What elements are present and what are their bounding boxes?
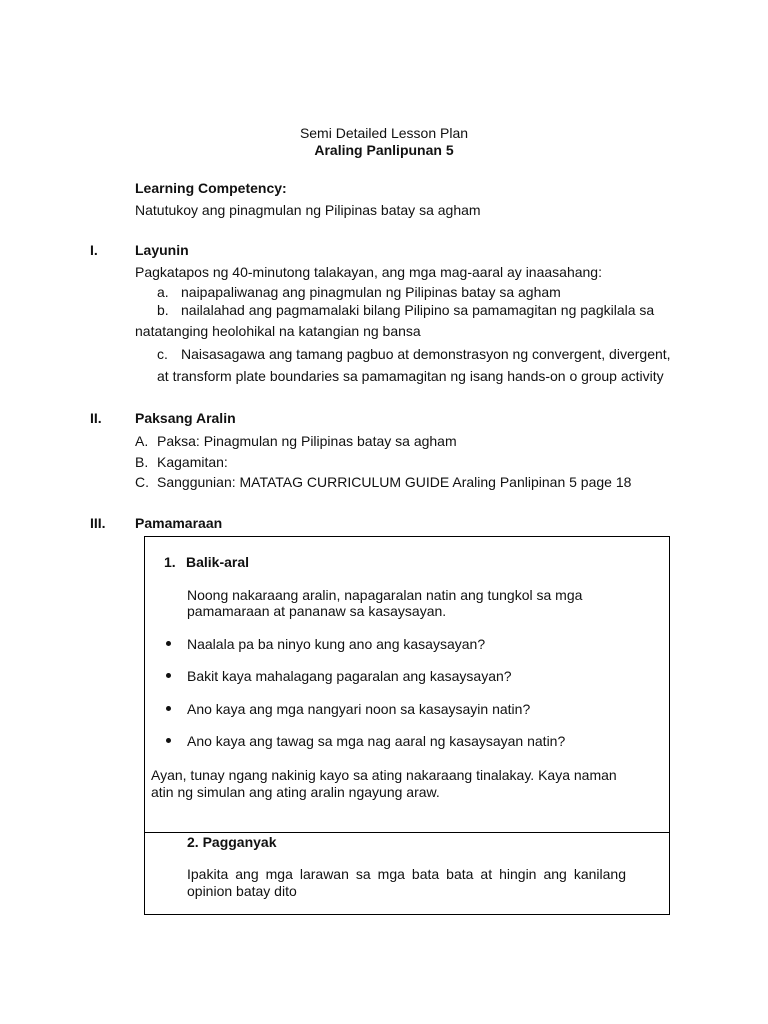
review-closing-line2: atin ng simulan ang ating aralin ngayung araw. bbox=[151, 784, 440, 800]
subject-matter-c-text: Sanggunian: MATATAG CURRICULUM GUIDE Araling Panlipinan 5 page 18 bbox=[157, 474, 632, 490]
section-3-numeral: III. bbox=[90, 515, 106, 531]
review-number: 1. bbox=[164, 554, 176, 570]
subject-title: Araling Panlipunan 5 bbox=[314, 142, 454, 158]
objective-c-text-line2: at transform plate boundaries sa pamamagitan ng isang hands-on o group activity bbox=[157, 368, 664, 384]
review-question-2: Bakit kaya mahalagang pagaralan ang kasaysayan? bbox=[187, 668, 512, 684]
subject-matter-b-marker: B. bbox=[135, 454, 149, 470]
review-heading: Balik-aral bbox=[186, 554, 250, 570]
subject-matter-b-text: Kagamitan: bbox=[157, 454, 228, 470]
review-intro-line1: Noong nakaraang aralin, napagaralan natin ang tungkol sa mga bbox=[187, 587, 583, 603]
procedure-table bbox=[144, 536, 670, 915]
competency-text: Natutukoy ang pinagmulan ng Pilipinas batay sa agham bbox=[135, 202, 481, 218]
bullet-icon bbox=[166, 673, 171, 678]
motivation-text: Ipakita ang mga larawan sa mga bata bata at hingin ang kanilang opinion batay dito bbox=[187, 866, 626, 899]
review-question-1: Naalala pa ba ninyo kung ano ang kasaysayan? bbox=[187, 636, 486, 652]
table-divider bbox=[145, 832, 669, 833]
objective-b-marker: b. bbox=[157, 302, 169, 318]
objective-a-marker: a. bbox=[157, 284, 169, 300]
motivation-heading: 2. Pagganyak bbox=[187, 834, 277, 850]
bullet-icon bbox=[166, 738, 171, 743]
bullet-icon bbox=[166, 641, 171, 646]
section-2-numeral: II. bbox=[90, 410, 102, 426]
review-question-3: Ano kaya ang mga nangyari noon sa kasaysayin natin? bbox=[187, 701, 531, 717]
objective-c-marker: c. bbox=[157, 346, 168, 362]
subject-matter-a-text: Paksa: Pinagmulan ng Pilipinas batay sa agham bbox=[157, 433, 457, 449]
objective-a-text: naipapaliwanag ang pinagmulan ng Pilipinas batay sa agham bbox=[181, 284, 561, 300]
objective-c-text-line1: Naisasagawa ang tamang pagbuo at demonstrasyon ng convergent, divergent, bbox=[181, 346, 671, 362]
section-2-heading: Paksang Aralin bbox=[135, 410, 236, 426]
section-1-heading: Layunin bbox=[135, 242, 189, 258]
bullet-icon bbox=[166, 706, 171, 711]
objective-b-text-line1: nailalahad ang pagmamalaki bilang Pilipino sa pamamagitan ng pagkilala sa bbox=[181, 302, 655, 318]
subject-matter-a-marker: A. bbox=[135, 433, 149, 449]
review-intro-line2: pamamaraan at pananaw sa kasaysayan. bbox=[187, 603, 447, 619]
competency-heading: Learning Competency: bbox=[135, 180, 287, 196]
review-question-4: Ano kaya ang tawag sa mga nag aaral ng kasaysayan natin? bbox=[187, 733, 566, 749]
document-title: Semi Detailed Lesson Plan bbox=[299, 125, 469, 141]
objective-b-text-line2: natatanging heolohikal na katangian ng bansa bbox=[135, 323, 421, 339]
objectives-intro: Pagkatapos ng 40-minutong talakayan, ang mga mag-aaral ay inaasahang: bbox=[135, 264, 602, 280]
subject-matter-c-marker: C. bbox=[135, 474, 149, 490]
review-closing-line1: Ayan, tunay ngang nakinig kayo sa ating nakaraang tinalakay. Kaya naman bbox=[151, 767, 617, 783]
section-1-numeral: I. bbox=[90, 242, 98, 258]
section-3-heading: Pamamaraan bbox=[135, 515, 223, 531]
